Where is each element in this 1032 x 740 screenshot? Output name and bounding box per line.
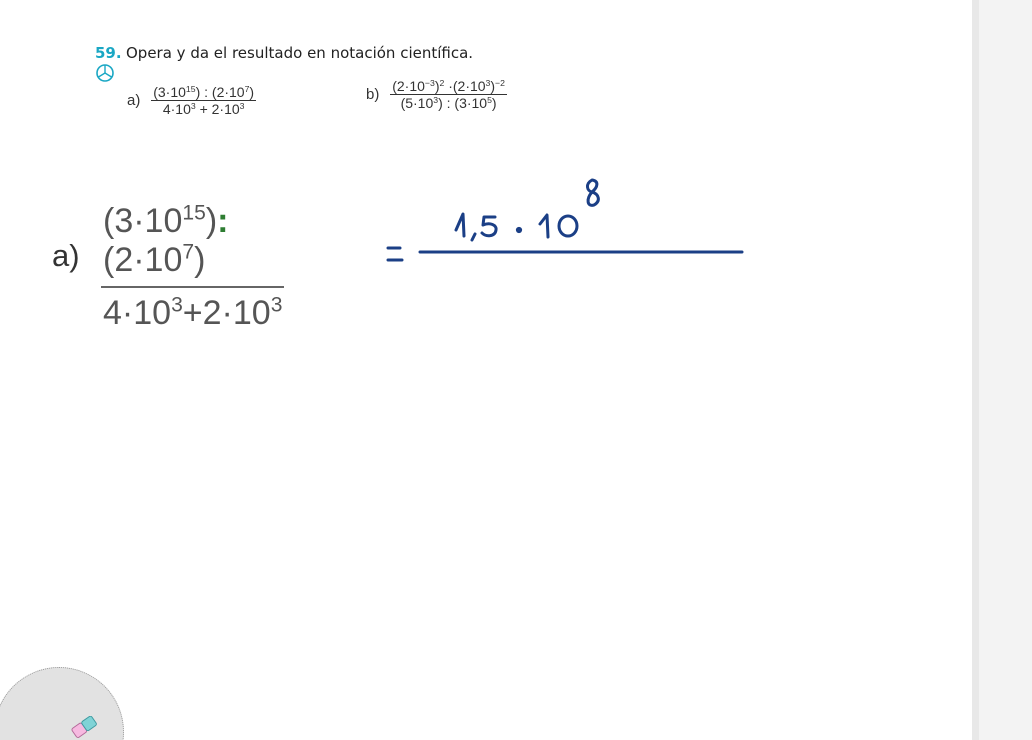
item-a-fraction bbox=[151, 84, 256, 117]
exercise-item-a bbox=[127, 84, 256, 117]
panel-divider bbox=[972, 0, 979, 740]
exercise-number: 59. bbox=[95, 44, 122, 62]
ink-exponent-8 bbox=[587, 180, 598, 205]
fraction-numerator: $(3\cdot 10^{15})$ : $(2\cdot 10^7)$ bbox=[153, 83, 255, 100]
ink-strokes bbox=[388, 180, 742, 260]
fraction-denominator: $4\cdot 10^3 + 2\cdot 10^3$ bbox=[162, 100, 245, 117]
work-fraction bbox=[101, 202, 284, 333]
work-numerator: $(3\cdot 10^{15}):(2\cdot 10^7)$ bbox=[103, 201, 229, 279]
ink-dot bbox=[517, 228, 520, 231]
right-side-panel bbox=[972, 0, 1032, 740]
ink-digit-1b bbox=[540, 215, 548, 237]
fraction-bar bbox=[101, 286, 284, 288]
work-label: a) bbox=[52, 238, 80, 273]
eraser-icon[interactable] bbox=[63, 716, 101, 740]
fraction-numerator: $(2\cdot 10^{-3})^2 \cdot(2\cdot 10^3)^{-2}$ bbox=[392, 77, 505, 94]
handwritten-answer bbox=[380, 170, 750, 280]
eraser-tool-button[interactable] bbox=[0, 667, 124, 740]
item-label: b) bbox=[366, 86, 380, 103]
ink-digit-0 bbox=[559, 216, 577, 236]
ink-digit-1 bbox=[456, 214, 464, 236]
ink-digit-5 bbox=[482, 217, 496, 236]
fraction-denominator: $(5\cdot 10^3)$ : $(3\cdot 10^5)$ bbox=[400, 94, 497, 111]
division-colon: : bbox=[217, 202, 229, 240]
item-b-fraction bbox=[390, 78, 507, 111]
ink-comma bbox=[472, 234, 475, 240]
calculator-wheel-icon bbox=[95, 63, 115, 83]
item-label: a) bbox=[127, 92, 141, 109]
work-denominator: $4\cdot 10^3+2\cdot 10^3$ bbox=[103, 293, 283, 332]
exercise-instruction: Opera y da el resultado en notación científica. bbox=[126, 44, 474, 62]
exercise-item-b bbox=[366, 78, 507, 111]
